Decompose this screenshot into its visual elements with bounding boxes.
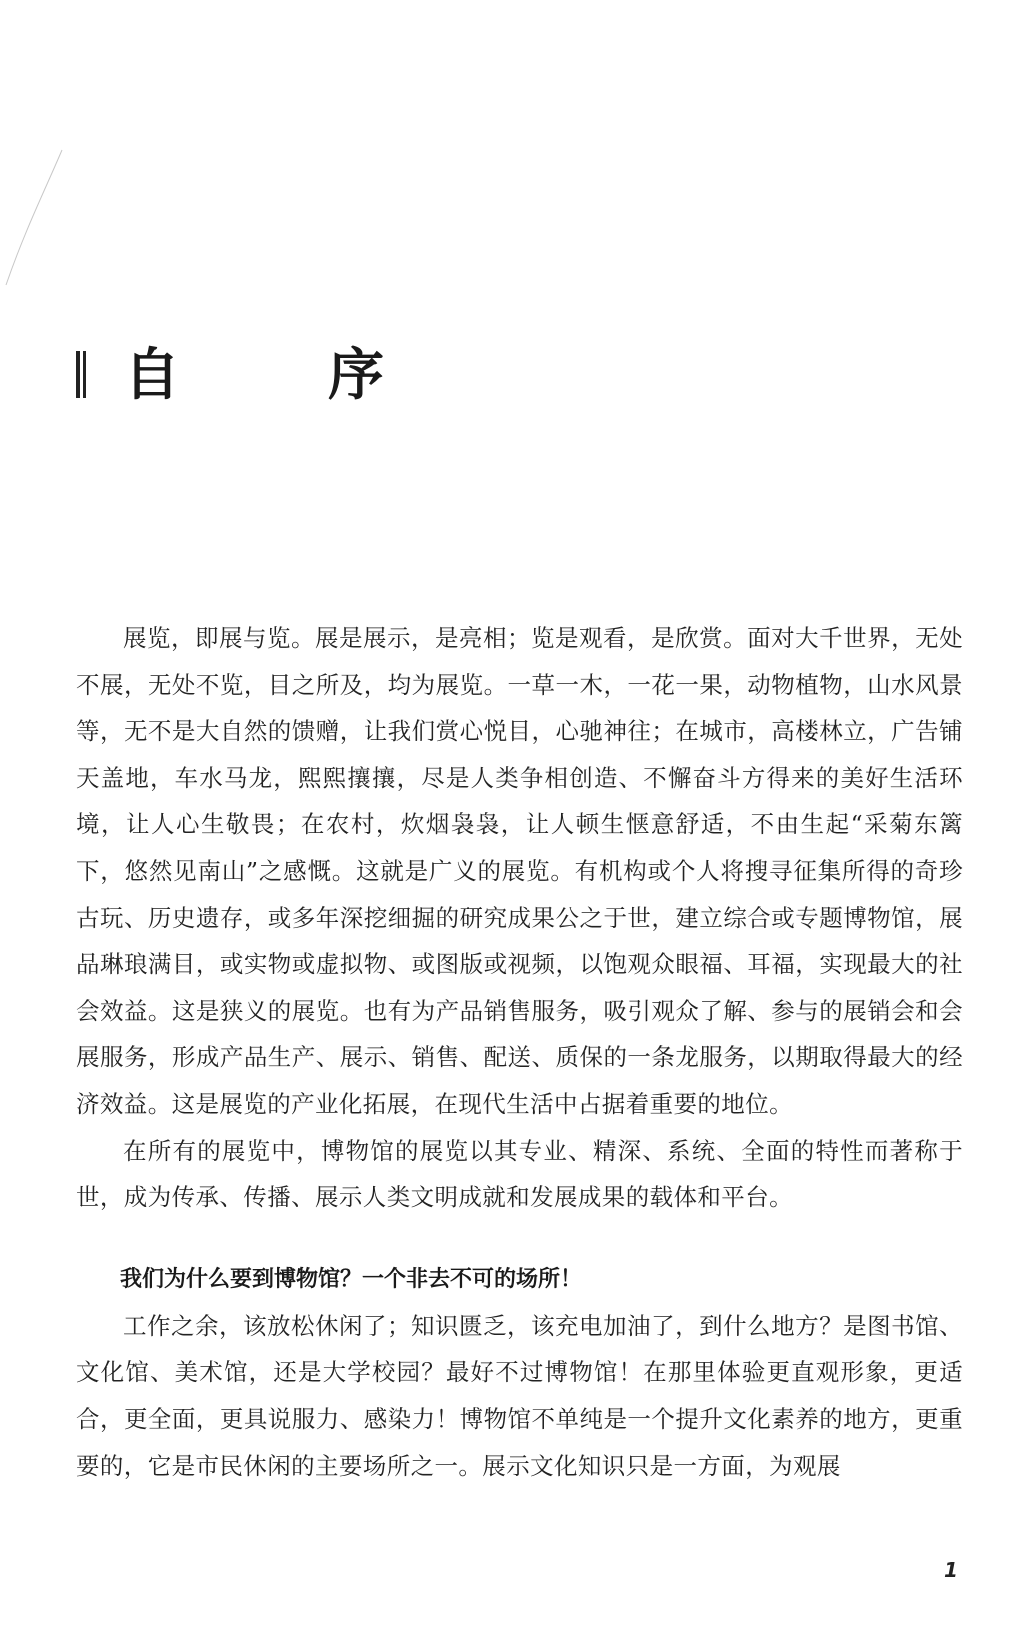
page-edge-mark xyxy=(0,0,80,330)
paragraph-museum-exhibition: 在所有的展览中，博物馆的展览以其专业、精深、系统、全面的特性而著称于世，成为传承、传播、展示人类文明成就和发展成果的载体和平台。 xyxy=(76,1136,963,1212)
page-number: 1 xyxy=(944,1558,958,1582)
chapter-title: 自 序 xyxy=(124,342,430,408)
section-heading: 我们为什么要到博物馆？一个非去不可的场所！ xyxy=(120,1266,583,1292)
paragraph-exhibition-definition: 展览，即展与览。展是展示，是亮相；览是观看，是欣赏。面对大千世界，无处不展，无处不览，目之所及，均为展览。一草一木，一花一果，动物植物，山水风景等，无不是大自然的馈赠，让我们赏心悦目，心驰神往；在城市，高楼林立，广告铺天盖地，车水马龙，熙熙攘攘，尽是人类争相创造、不懈奋斗方得来的美好生活环境，让人心生敬畏；在农村，炊烟袅袅，让人顿生惬意舒适，不由生起“采菊东篱下，悠然见南山”之感慨。这就是广义的展览。有机构或个人将搜寻征集所得的奇珍古玩、历史遗存，或多年深挖细掘的研究成果公之于世，建立综合或专题博物馆，展品琳琅满目，或实物或虚拟物、或图版或视频，以饱观众眼福、耳福，实现最大的社会效益。这是狭义的展览。也有为产品销售服务，吸引观众了解、参与的展销会和会展服务，形成产品生产、展示、销售、配送、质保的一条龙服务，以期取得最大的经济效益。这是展览的产业化拓展，在现代生活中占据着重要的地位。 xyxy=(76,624,963,1118)
title-double-bar xyxy=(76,351,86,398)
body-text xyxy=(76,615,963,1489)
paragraph-why-museum: 工作之余，该放松休闲了；知识匮乏，该充电加油了，到什么地方？是图书馆、文化馆、美术馆，还是大学校园？最好不过博物馆！在那里体验更直观形象，更适合，更全面，更具说服力、感染力！博物馆不单纯是一个提升文化素养的地方，更重要的，它是市民休闲的主要场所之一。展示文化知识只是一方面，为观展 xyxy=(76,1311,963,1480)
